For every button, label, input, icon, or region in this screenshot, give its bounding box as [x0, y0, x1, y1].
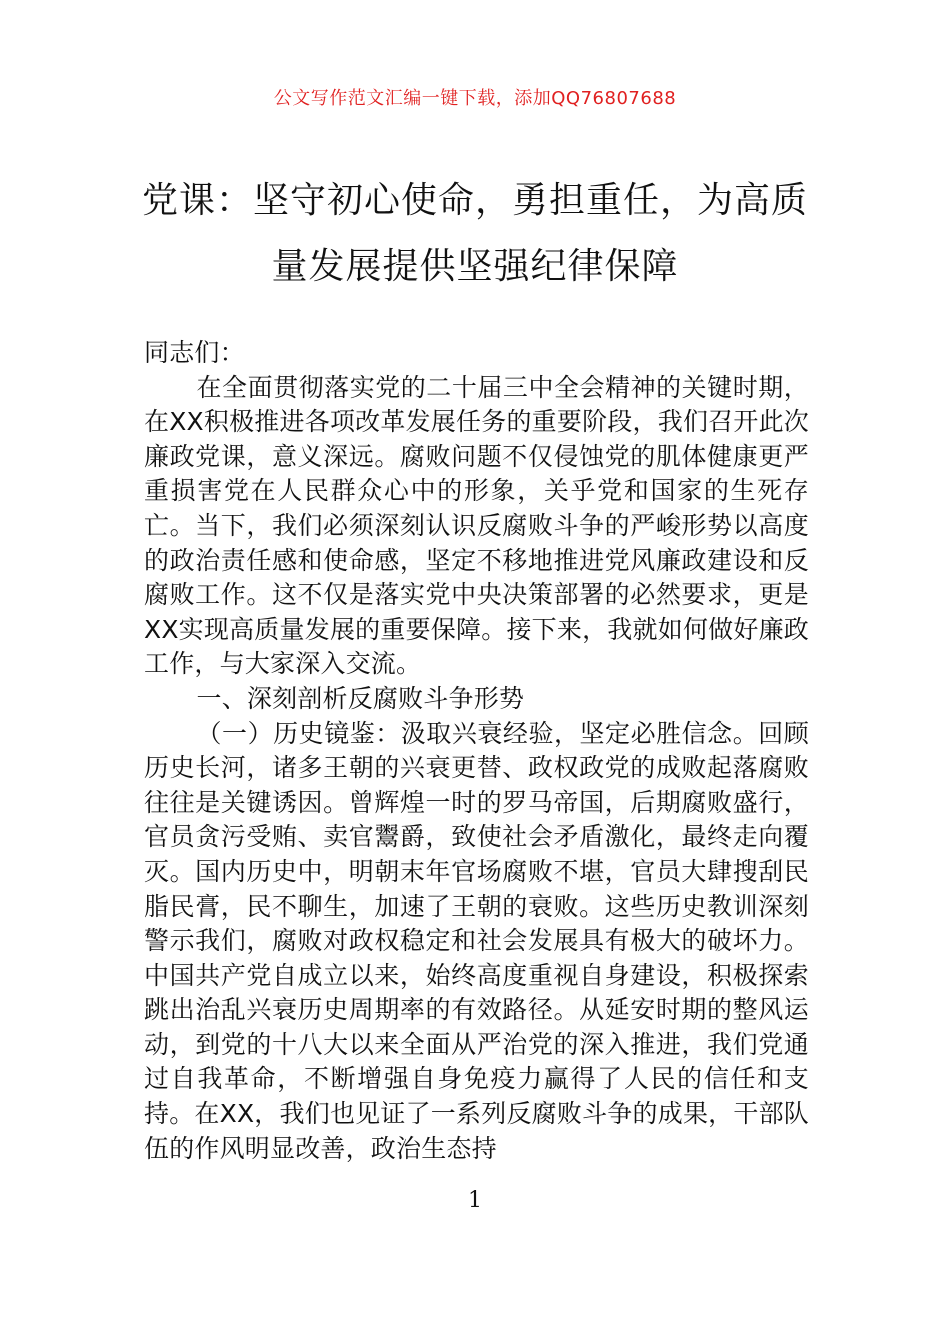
document-title	[100, 168, 850, 300]
paragraph-history: （一）历史镜鉴：汲取兴衰经验，坚定必胜信念。回顾历史长河，诸多王朝的兴衰更替、政权政党的成败起落腐败往往是关键诱因。曾辉煌一时的罗马帝国，后期腐败盛行，官员贪污受贿、卖官鬻爵，致使社会矛盾激化，最终走向覆灭。国内历史中，明朝末年官场腐败不堪，官员大肆搜刮民脂民膏，民不聊生，加速了王朝的衰败。这些历史教训深刻警示我们，腐败对政权稳定和社会发展具有极大的破坏力。中国共产党自成立以来，始终高度重视自身建设，积极探索跳出治乱兴衰历史周期率的有效路径。从延安时期的整风运动，到党的十八大以来全面从严治党的深入推进，我们党通过自我革命，不断增强自身免疫力赢得了人民的信任和支持。在XX，我们也见证了一系列反腐败斗争的成果，干部队伍的作风明显改善，政治生态持	[144, 718, 809, 1163]
paragraph-intro: 在全面贯彻落实党的二十届三中全会精神的关键时期，在XX积极推进各项改革发展任务的重要阶段，我们召开此次廉政党课，意义深远。腐败问题不仅侵蚀党的肌体健康更严重损害党在人民群众心中的形象，关乎党和国家的生死存亡。当下，我们必须深刻认识反腐败斗争的严峻形势以高度的政治责任感和使命感，坚定不移地推进党风廉政建设和反腐败工作。这不仅是落实党中央决策部署的必然要求，更是XX实现高质量发展的重要保障。接下来，我就如何做好廉政工作，与大家深入交流。	[144, 372, 809, 679]
salutation: 同志们：	[144, 338, 245, 367]
page-number: 1	[468, 1188, 482, 1213]
document-body	[144, 336, 809, 1166]
title-line-1: 党课：坚守初心使命，勇担重任，为高质	[141, 180, 808, 221]
section-heading: 一、深刻剖析反腐败斗争形势	[196, 683, 525, 713]
watermark-banner[interactable]: 公文写作范文汇编一键下载，添加QQ76807688	[273, 88, 677, 109]
title-line-2: 量发展提供坚强纪律保障	[271, 246, 679, 287]
